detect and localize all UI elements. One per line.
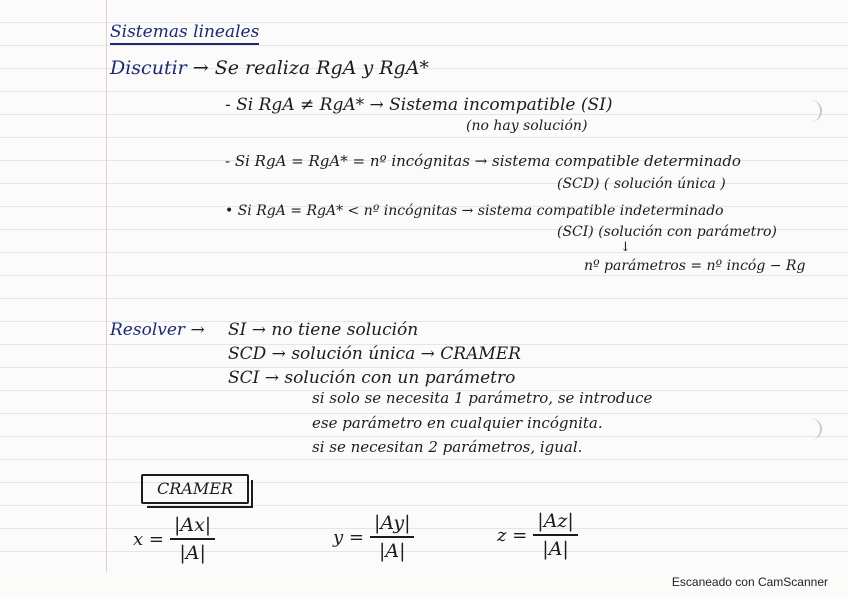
formula-lhs: z = bbox=[497, 524, 528, 546]
discutir-intro: Se realiza RgA y RgA* bbox=[214, 57, 429, 79]
resolver-note: ese parámetro en cualquier incógnita. bbox=[312, 414, 603, 432]
formula-fraction bbox=[370, 512, 415, 562]
case-si-detail: (no hay solución) bbox=[466, 118, 588, 134]
case-scd-detail: (SCD) ( solución única ) bbox=[557, 176, 726, 192]
formula-fraction bbox=[170, 514, 215, 564]
arrow-down-icon: ↓ bbox=[620, 240, 631, 255]
case-si: - Si RgA ≠ RgA* → Sistema incompatible (SI) bbox=[225, 95, 613, 115]
formula-lhs: y = bbox=[333, 526, 364, 548]
formula-numerator: |Az| bbox=[533, 510, 578, 536]
cramer-formula-z bbox=[497, 510, 578, 560]
resolver-note: si se necesitan 2 parámetros, igual. bbox=[312, 438, 583, 456]
case-sci: • Si RgA = RgA* < nº incógnitas → sistema compatible indeterminado bbox=[225, 203, 724, 219]
formula-denominator: |A| bbox=[542, 538, 569, 560]
formula-fraction bbox=[533, 510, 578, 560]
discutir-heading: Discutir bbox=[110, 57, 187, 79]
formula-lhs: x = bbox=[133, 528, 164, 550]
resolver-item: SCI → solución con un parámetro bbox=[228, 368, 516, 388]
resolver-item: SI → no tiene solución bbox=[228, 320, 419, 340]
formula-denominator: |A| bbox=[378, 540, 406, 562]
page-title: Sistemas lineales bbox=[110, 22, 259, 45]
arrow-icon: → bbox=[190, 320, 205, 340]
cramer-formula-y bbox=[333, 512, 414, 562]
resolver-heading-line bbox=[110, 320, 205, 340]
formula-numerator: |Ax| bbox=[170, 514, 215, 540]
discutir-heading-line bbox=[110, 57, 429, 79]
case-sci-params: nº parámetros = nº incóg − Rg bbox=[584, 258, 806, 274]
arrow-icon: → bbox=[192, 57, 209, 79]
resolver-item: SCD → solución única → CRAMER bbox=[228, 344, 521, 364]
resolver-note: si solo se necesita 1 parámetro, se introduce bbox=[312, 389, 653, 407]
case-sci-detail: (SCI) (solución con parámetro) bbox=[557, 224, 777, 240]
formula-denominator: |A| bbox=[179, 542, 206, 564]
cramer-formula-x bbox=[133, 514, 215, 564]
scanner-watermark: Escaneado con CamScanner bbox=[671, 575, 828, 589]
case-scd: - Si RgA = RgA* = nº incógnitas → sistema compatible determinado bbox=[225, 152, 741, 170]
binder-hole-mark bbox=[806, 100, 822, 122]
cramer-label: CRAMER bbox=[141, 474, 249, 504]
binder-hole-mark bbox=[806, 418, 822, 440]
resolver-heading: Resolver bbox=[110, 320, 186, 340]
formula-numerator: |Ay| bbox=[370, 512, 415, 538]
